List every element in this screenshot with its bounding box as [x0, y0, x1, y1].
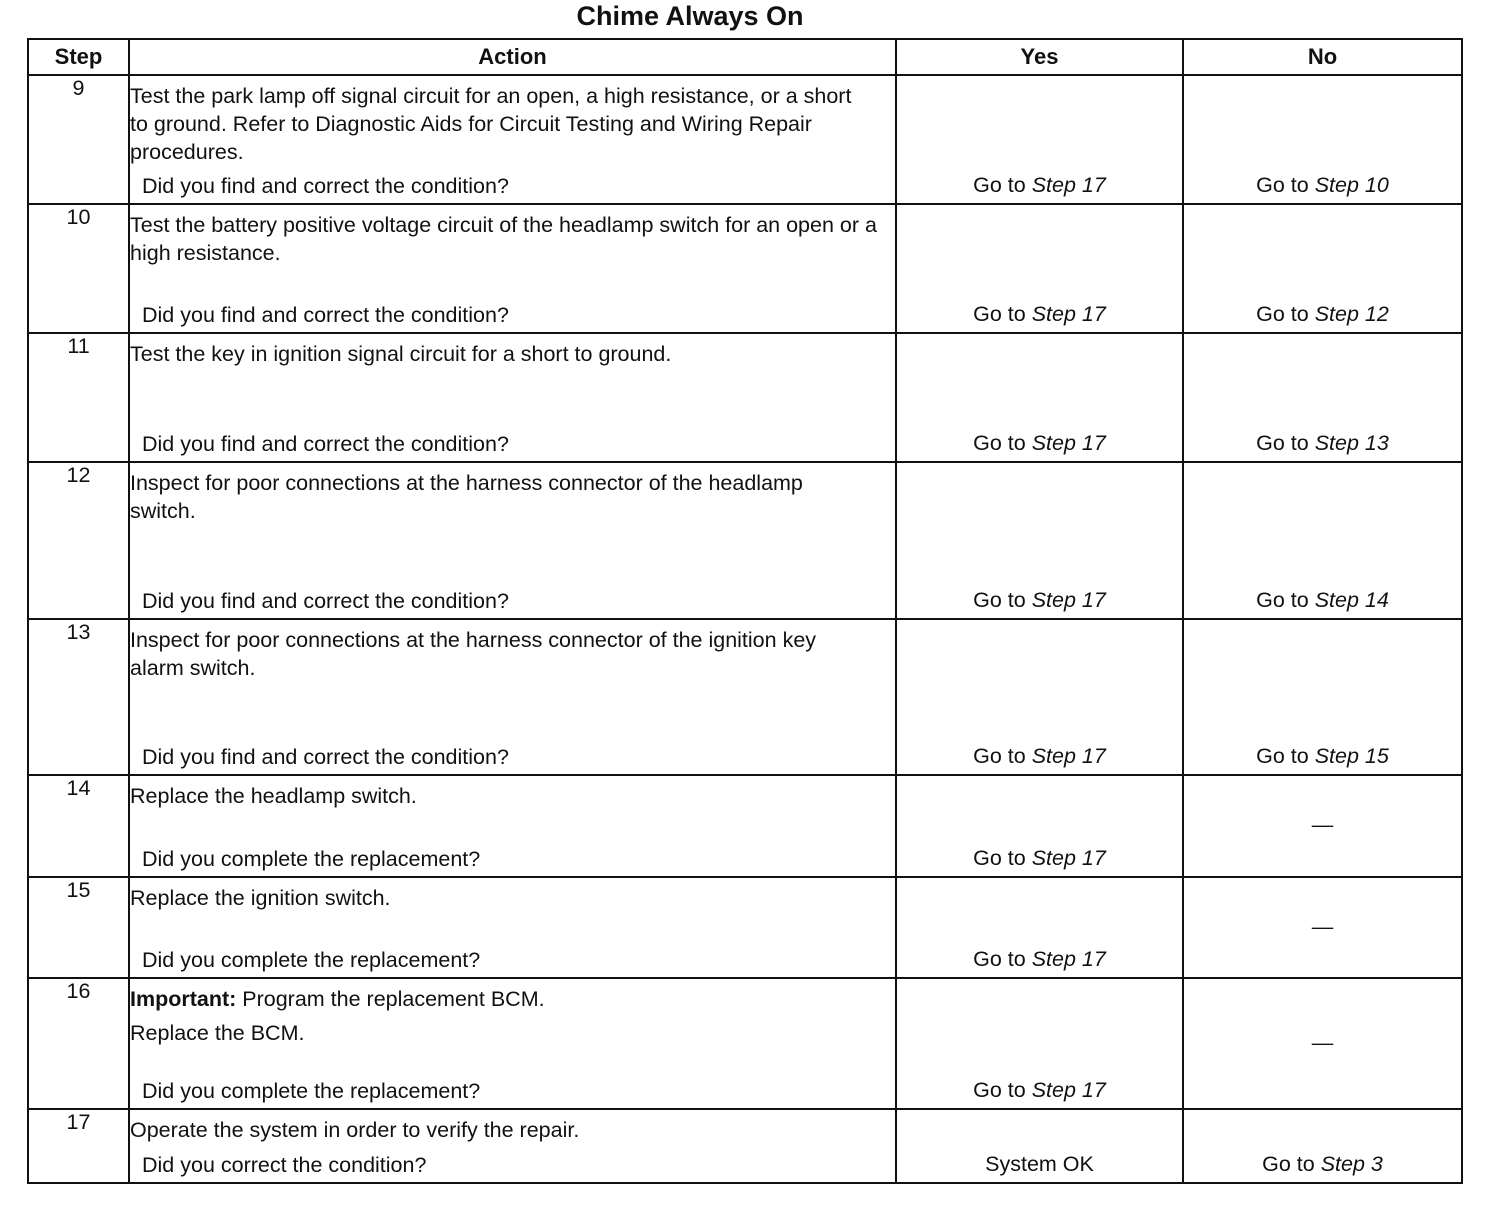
- no-dash: —: [1311, 812, 1334, 837]
- yes-cell: [896, 204, 1183, 333]
- action-question: Did you find and correct the condition?: [142, 745, 509, 769]
- no-cell: [1183, 978, 1462, 1109]
- yes-prefix: Go to: [973, 846, 1032, 870]
- yes-cell: [896, 978, 1183, 1109]
- no-step-link[interactable]: Step 13: [1314, 431, 1389, 455]
- no-cell: [1183, 775, 1462, 877]
- no-step-link[interactable]: Step 12: [1314, 302, 1389, 326]
- step-number: 17: [28, 1109, 129, 1183]
- action-question: Did you correct the condition?: [142, 1153, 427, 1177]
- no-dash: —: [1311, 913, 1334, 938]
- yes-cell: [896, 75, 1183, 204]
- no-prefix: Go to: [1256, 173, 1315, 197]
- important-label: Important:: [130, 987, 237, 1011]
- action-text: Replace the headlamp switch.: [130, 784, 417, 808]
- action-question: Did you complete the replacement?: [142, 948, 481, 972]
- action-text: Inspect for poor connections at the harness connector of the ignition key alarm switch.: [130, 628, 817, 680]
- action-cell: [129, 619, 896, 775]
- step-number: 11: [28, 333, 129, 462]
- yes-prefix: Go to: [973, 744, 1032, 768]
- yes-prefix: Go to: [973, 588, 1032, 612]
- yes-cell: [896, 775, 1183, 877]
- yes-step-link[interactable]: Step 17: [1031, 173, 1106, 197]
- no-cell: [1183, 333, 1462, 462]
- action-cell: [129, 333, 896, 462]
- important-text: Program the replacement BCM.: [236, 987, 545, 1011]
- yes-prefix: Go to: [973, 431, 1032, 455]
- no-step-link[interactable]: Step 3: [1320, 1152, 1383, 1176]
- table-row: [28, 333, 1462, 462]
- yes-step-link[interactable]: Step 17: [1031, 1078, 1106, 1102]
- yes-step-link[interactable]: Step 17: [1031, 744, 1106, 768]
- yes-step-link[interactable]: Step 17: [1031, 431, 1106, 455]
- no-step-link[interactable]: Step 15: [1314, 744, 1389, 768]
- action-question: Did you find and correct the condition?: [142, 432, 509, 456]
- no-prefix: Go to: [1262, 1152, 1321, 1176]
- action-cell: [129, 204, 896, 333]
- action-text: Operate the system in order to verify the repair.: [130, 1118, 580, 1142]
- action-question: Did you complete the replacement?: [142, 1079, 481, 1103]
- action-cell: [129, 1109, 896, 1183]
- header-step: Step: [28, 39, 129, 75]
- action-text: Replace the BCM.: [130, 1021, 305, 1045]
- important-note: [130, 979, 895, 1013]
- action-question: Did you find and correct the condition?: [142, 303, 509, 327]
- diagnostic-table: [27, 38, 1463, 1184]
- no-cell: [1183, 877, 1462, 978]
- no-step-link[interactable]: Step 10: [1314, 173, 1389, 197]
- no-step-link[interactable]: Step 14: [1314, 588, 1389, 612]
- step-number: 10: [28, 204, 129, 333]
- no-prefix: Go to: [1256, 744, 1315, 768]
- header-no: No: [1183, 39, 1462, 75]
- no-cell: [1183, 1109, 1462, 1183]
- yes-prefix: Go to: [973, 1078, 1032, 1102]
- header-row: [28, 39, 1462, 75]
- header-action: Action: [129, 39, 896, 75]
- action-cell: [129, 462, 896, 619]
- yes-cell: [896, 462, 1183, 619]
- step-number: 16: [28, 978, 129, 1109]
- header-yes: Yes: [896, 39, 1183, 75]
- step-number: 9: [28, 75, 129, 204]
- yes-prefix: Go to: [973, 173, 1032, 197]
- table-row: [28, 619, 1462, 775]
- step-number: 13: [28, 619, 129, 775]
- step-number: 12: [28, 462, 129, 619]
- action-text: Test the park lamp off signal circuit for an open, a high resistance, or a short to ground. Refer to Diagnostic Aids for Circuit Testing and Wiring Repair procedures.: [130, 84, 852, 164]
- yes-cell: [896, 877, 1183, 978]
- yes-step-link[interactable]: Step 17: [1031, 947, 1106, 971]
- no-dash: —: [1311, 1029, 1334, 1054]
- action-text: Test the key in ignition signal circuit for a short to ground.: [130, 342, 672, 366]
- action-text: Test the battery positive voltage circuit of the headlamp switch for an open or a high resistance.: [130, 213, 877, 265]
- action-text: Replace the ignition switch.: [130, 886, 391, 910]
- no-cell: [1183, 619, 1462, 775]
- no-cell: [1183, 204, 1462, 333]
- table-row: [28, 204, 1462, 333]
- action-text: Inspect for poor connections at the harness connector of the headlamp switch.: [130, 471, 803, 523]
- yes-cell: [896, 1109, 1183, 1183]
- yes-step-link[interactable]: Step 17: [1031, 846, 1106, 870]
- action-question: Did you complete the replacement?: [142, 847, 481, 871]
- no-cell: [1183, 462, 1462, 619]
- action-cell: [129, 978, 896, 1109]
- action-question: Did you find and correct the condition?: [142, 589, 509, 613]
- table-row: [28, 75, 1462, 204]
- no-cell: [1183, 75, 1462, 204]
- action-cell: [129, 775, 896, 877]
- yes-result: System OK: [985, 1152, 1094, 1176]
- page-title: Chime Always On: [576, 1, 804, 31]
- table-row: [28, 775, 1462, 877]
- no-prefix: Go to: [1256, 302, 1315, 326]
- table-row: [28, 462, 1462, 619]
- no-prefix: Go to: [1256, 431, 1315, 455]
- table-row: [28, 1109, 1462, 1183]
- action-cell: [129, 75, 896, 204]
- yes-prefix: Go to: [973, 947, 1032, 971]
- step-number: 15: [28, 877, 129, 978]
- step-number: 14: [28, 775, 129, 877]
- yes-prefix: Go to: [973, 302, 1032, 326]
- yes-cell: [896, 333, 1183, 462]
- yes-cell: [896, 619, 1183, 775]
- yes-step-link[interactable]: Step 17: [1031, 302, 1106, 326]
- table-row: [28, 978, 1462, 1109]
- action-cell: [129, 877, 896, 978]
- table-row: [28, 877, 1462, 978]
- action-question: Did you find and correct the condition?: [142, 174, 509, 198]
- yes-step-link[interactable]: Step 17: [1031, 588, 1106, 612]
- no-prefix: Go to: [1256, 588, 1315, 612]
